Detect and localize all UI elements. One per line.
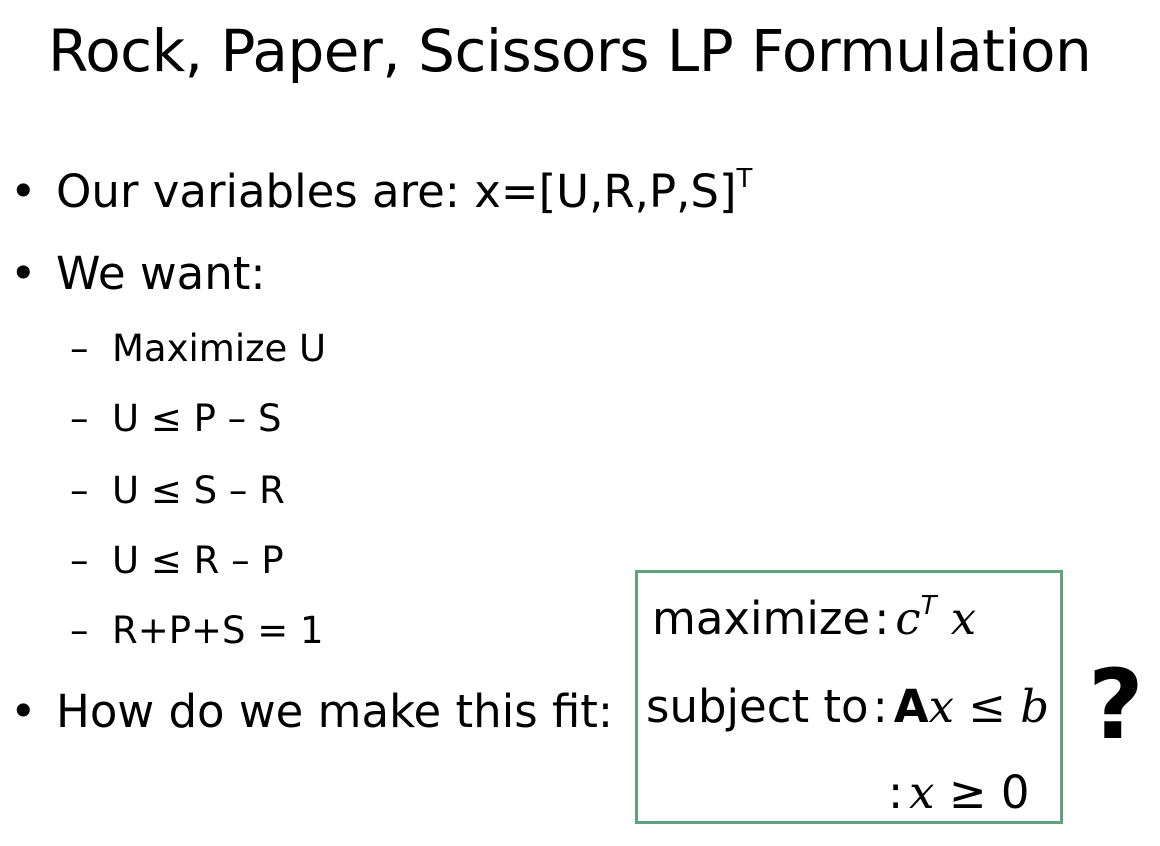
lp-objective	[652, 591, 976, 647]
lp-constraint	[646, 679, 1049, 735]
lp-nonnegativity	[884, 765, 1030, 821]
sub-item-text: Maximize U	[112, 327, 327, 370]
sub-item-constraint-1	[70, 396, 281, 442]
sub-item-maximize	[70, 326, 326, 372]
nonneg-colon: :	[888, 766, 904, 819]
dash-marker: –	[70, 327, 89, 370]
bullet-variables-text: Our variables are: x=[U,R,P,S]	[56, 165, 737, 218]
transpose-superscript: T	[736, 164, 753, 194]
sub-item-text: U ≤ R – P	[112, 539, 284, 582]
nonneg-expression: ≥ 0	[934, 766, 1030, 819]
bullet-variables	[10, 164, 752, 220]
constraint-expression: x ≤	[928, 680, 1021, 733]
dash-marker: –	[70, 469, 89, 512]
objective-c: c	[895, 592, 921, 645]
bullet-we-want	[10, 246, 266, 302]
question-mark: ?	[1088, 649, 1144, 761]
sub-item-text: U ≤ P – S	[112, 397, 282, 440]
bullet-fit-question	[10, 684, 613, 740]
lp-standard-form-box	[635, 570, 1063, 824]
objective-x: x	[950, 592, 977, 645]
bullet-fit-text: How do we make this fit:	[56, 685, 614, 738]
objective-transpose: T	[920, 591, 937, 621]
bullet-dot: •	[10, 685, 37, 738]
constraint-b: b	[1020, 680, 1050, 733]
sub-item-constraint-3	[70, 538, 284, 584]
objective-label: maximize	[652, 592, 871, 645]
dash-marker: –	[70, 397, 89, 440]
nonneg-x: x	[909, 766, 935, 819]
dash-marker: –	[70, 539, 89, 582]
sub-item-sum-constraint	[70, 608, 324, 654]
bullet-dot: •	[10, 165, 37, 218]
sub-item-constraint-2	[70, 468, 285, 514]
constraint-colon: :	[872, 680, 888, 733]
dash-marker: –	[70, 609, 89, 652]
sub-item-text: R+P+S = 1	[112, 609, 324, 652]
bullet-we-want-text: We want:	[56, 247, 266, 300]
objective-colon: :	[874, 592, 890, 645]
constraint-matrix-a: A	[893, 680, 929, 733]
bullet-dot: •	[10, 247, 37, 300]
slide-title: Rock, Paper, Scissors LP Formulation	[48, 17, 1092, 85]
constraint-label: subject to	[646, 680, 869, 733]
sub-item-text: U ≤ S – R	[112, 469, 285, 512]
